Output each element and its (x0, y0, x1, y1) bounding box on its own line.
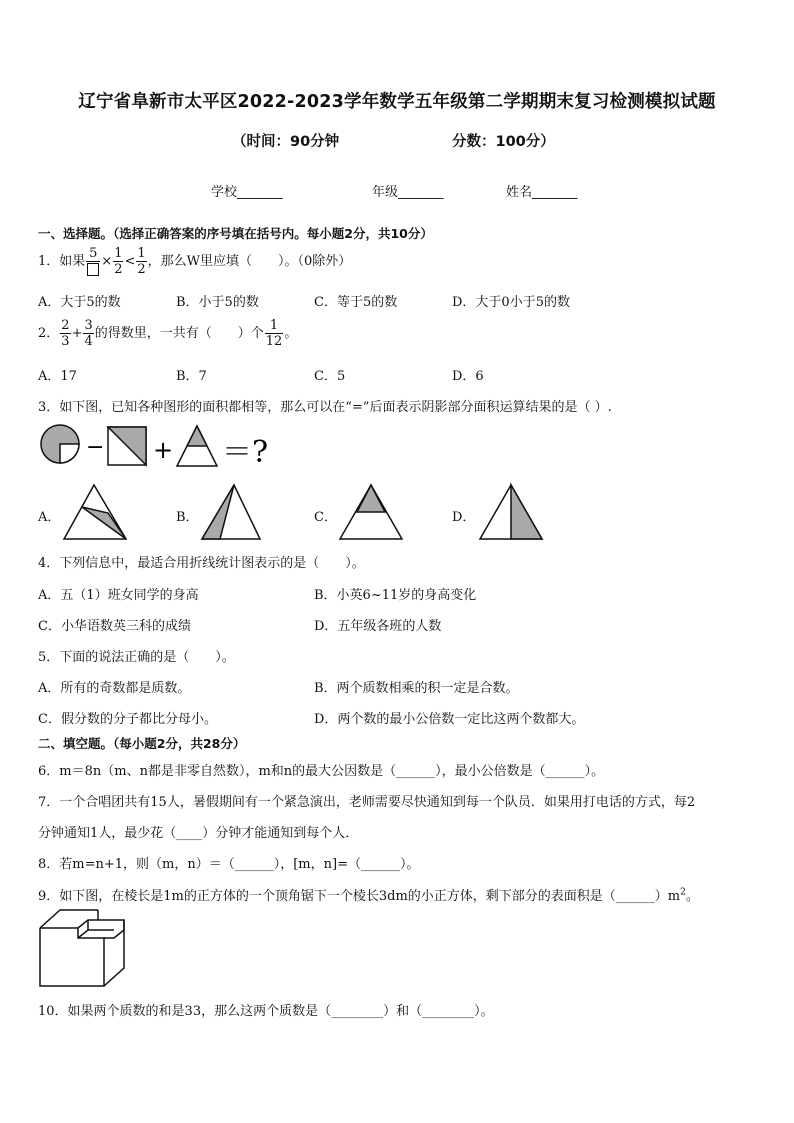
q4-option-b: B．小英6~11岁的身高变化 (314, 588, 477, 603)
question-3: 3．如下图，已知各种图形的面积都相等，那么可以在“=”后面表示阴影部分面积运算结果的是（ ）. (38, 400, 612, 415)
q3-equation-figure (40, 424, 280, 474)
q4-option-d: D．五年级各班的人数 (314, 619, 442, 634)
q3-option-c-triangle-icon (338, 483, 404, 541)
q1-fraction-1: 5 (86, 246, 100, 277)
question-8: 8．若m=n+1，则（m，n）＝（______），[m，n]=（______）。 (38, 857, 420, 872)
q3-option-b-triangle-icon (200, 483, 262, 541)
q1-option-a: A．大于5的数 (38, 295, 121, 310)
section-1-heading: 一、选择题。（选择正确答案的序号填在括号内。每小题2分，共10分） (38, 226, 433, 241)
q5-option-d: D．两个数的最小公倍数一定比这两个数都大。 (314, 712, 585, 727)
q1-suffix: ，那么W里应填（ ）。（0除外） (147, 254, 352, 269)
q5-option-c: C．假分数的分子都比分母小。 (38, 712, 217, 727)
q2-option-c: C．5 (314, 369, 346, 384)
q1-option-b: B．小于5的数 (176, 295, 259, 310)
question-1: 1．如果 5 × $\frac{1}{2}$ < $\frac{1}{2}$ ，那么W里应填（ ）。（0除外） (38, 246, 352, 277)
question-10: 10．如果两个质数的和是33，那么这两个质数是（________）和（________）。 (38, 1004, 494, 1019)
time-label: （时间：90分钟 (232, 134, 340, 150)
q3-option-a-triangle-icon (62, 483, 128, 541)
q4-option-c: C．小华语数英三科的成绩 (38, 619, 191, 634)
q1-fraction-3: $\frac{1}{2}$ (137, 246, 146, 277)
q2-option-a: A．17 (38, 369, 77, 384)
circle-quarter-icon (41, 425, 79, 463)
section-2-heading: 二、填空题。（每小题2分，共28分） (38, 736, 246, 751)
triangle-top-icon (177, 426, 217, 466)
q3-option-b: B． (176, 510, 199, 525)
q1-option-d: D．大于0小于5的数 (452, 295, 570, 310)
school-field: 学校_______ (211, 185, 283, 200)
cube-cutout-icon (38, 908, 128, 990)
q1-prefix: 1．如果 (38, 254, 86, 269)
score-label: 分数：100分） (452, 134, 555, 150)
minus-sign: − (86, 435, 105, 460)
question-9: 9．如下图，在棱长是1m的正方体的一个顶角锯下一个棱长3dm的小正方体，剩下部分的表面积是$(\_\_\_\_\_\_)m^2$。 (38, 887, 699, 904)
q5-option-a: A．所有的奇数都是质数。 (38, 681, 191, 696)
question-7-line-2: 分钟通知1人，最少花（____）分钟才能通知到每个人． (38, 826, 359, 841)
q3-option-d-triangle-icon (478, 483, 544, 541)
q5-option-b: B．两个质数相乘的积一定是合数。 (314, 681, 519, 696)
q9-superscript: 2 (680, 887, 686, 898)
q2-option-b: B．7 (176, 369, 207, 384)
grade-field: 年级_______ (372, 185, 444, 200)
q3-option-a: A． (38, 510, 61, 525)
question-6: 6．m＝8n（m、n都是非零自然数），m和n的最大公因数是（______），最小公倍数是（______）。 (38, 764, 605, 779)
q4-option-a: A．五（1）班女同学的身高 (38, 588, 199, 603)
q2-option-d: D．6 (452, 369, 484, 384)
square-half-icon (108, 427, 146, 465)
question-2: 2． $\frac{2}{3}$ + $\frac{3}{4}$ 的得数里，一共有（ ）个 $\frac{1}{12}$ 。 (38, 318, 298, 349)
q2-fraction-2: $\frac{3}{4}$ (84, 318, 93, 349)
plus-sign: + (153, 436, 174, 464)
name-field: 姓名_______ (506, 185, 578, 200)
question-7-line-1: 7．一个合唱团共有15人，暑假期间有一个紧急演出，老师需要尽快通知到每一个队员．如果用打电话的方式，每2 (38, 795, 696, 810)
q2-fraction-3: $\frac{1}{12}$ (265, 318, 283, 349)
equals-question: ＝? (222, 435, 269, 470)
page-title: 辽宁省阜新市太平区2022-2023学年数学五年级第二学期期末复习检测模拟试题 (78, 92, 716, 112)
blank-box-icon (87, 263, 99, 276)
question-4: 4．下列信息中，最适合用折线统计图表示的是（ ）。 (38, 556, 365, 571)
q3-option-d: D． (452, 510, 476, 525)
q1-fraction-2: $\frac{1}{2}$ (114, 246, 123, 277)
question-5: 5．下面的说法正确的是（ ）。 (38, 650, 235, 665)
q1-option-c: C．等于5的数 (314, 295, 398, 310)
q3-option-c: C． (314, 510, 337, 525)
q2-fraction-1: $\frac{2}{3}$ (61, 318, 70, 349)
